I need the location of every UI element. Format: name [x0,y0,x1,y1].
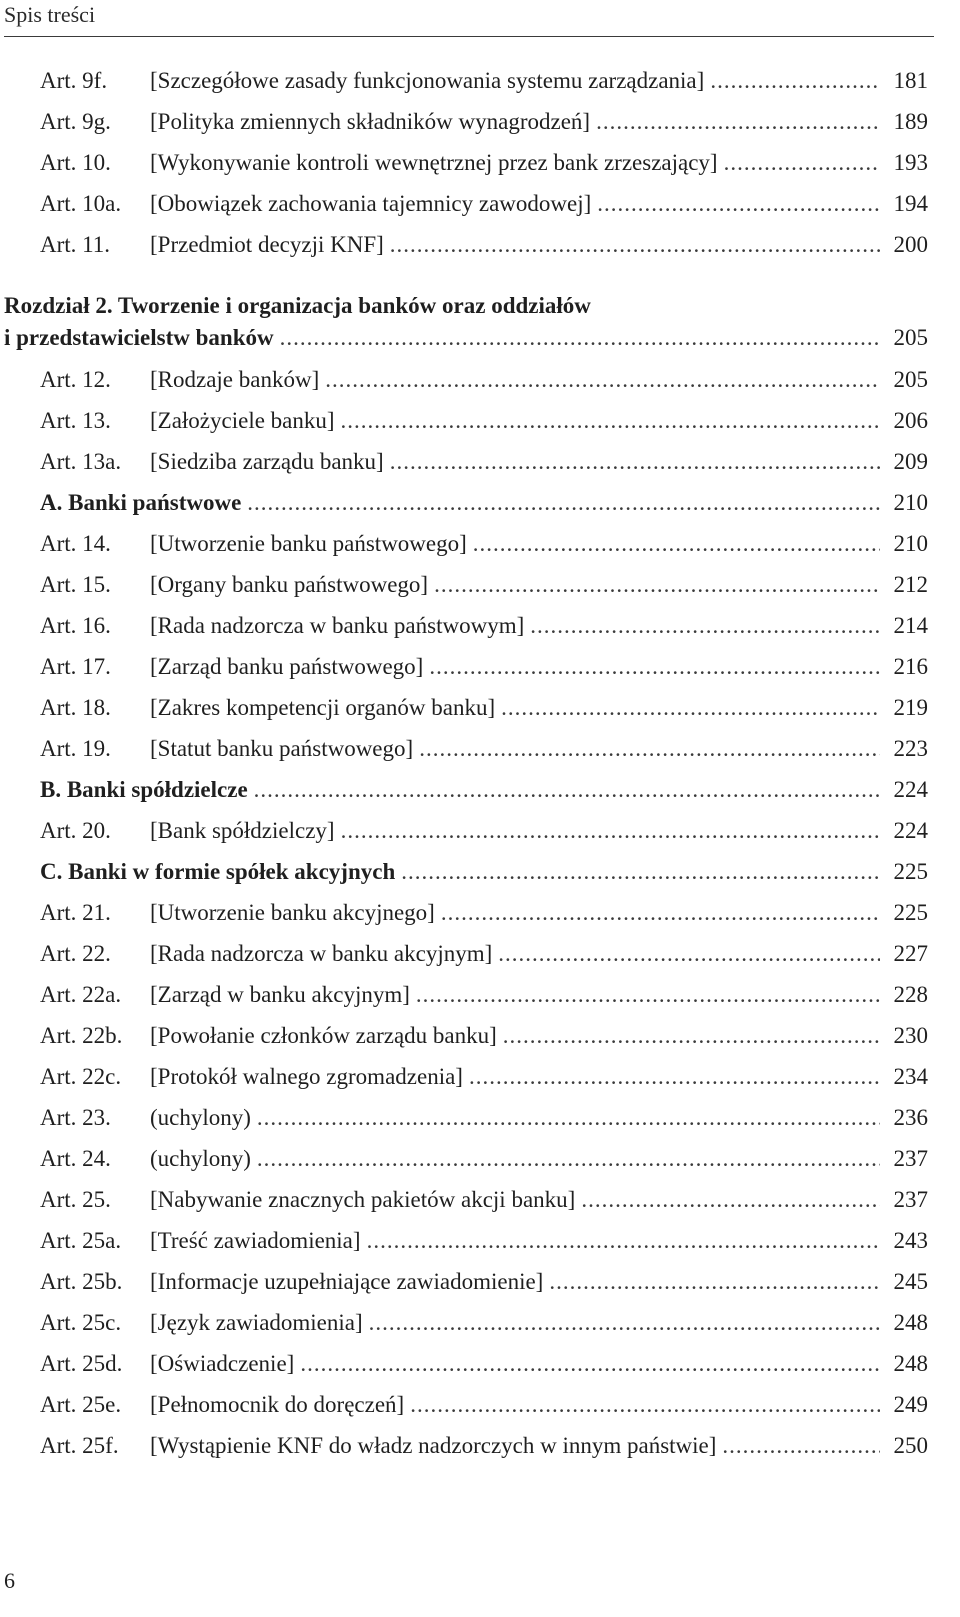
entry-page-number: 200 [893,232,928,257]
toc-entry[interactable] [0,687,940,728]
chapter-page-number: 205 [893,325,928,350]
toc-entry[interactable] [0,1138,940,1179]
article-number: Art. 25e. [40,1392,122,1417]
toc-entry[interactable] [0,1015,940,1056]
toc-entry[interactable] [0,1056,940,1097]
leader-dots [581,1179,880,1220]
entry-title-wrap [150,1384,880,1425]
entry-page-number: 189 [893,109,928,134]
entry-page-number: 225 [893,859,928,884]
entry-title: [Bank spółdzielczy] [150,818,335,843]
entry-page-number: 245 [893,1269,928,1294]
entry-title: [Treść zawiadomienia] [150,1228,361,1253]
entry-page-number: 223 [893,736,928,761]
entry-title-wrap [150,687,880,728]
toc-entries [0,359,940,1466]
toc-entry[interactable] [0,1425,940,1466]
article-number: Art. 11. [40,232,111,257]
toc-entry[interactable] [0,400,940,441]
entry-page-number: 205 [893,367,928,392]
entry-title-wrap [150,728,880,769]
entry-title-wrap [150,1261,880,1302]
article-number: Art. 10. [40,150,111,175]
entry-title: [Oświadczenie] [150,1351,295,1376]
leader-dots [257,1097,880,1138]
entry-page-number: 216 [893,654,928,679]
toc-entry[interactable] [0,646,940,687]
entry-title-wrap [150,359,880,400]
toc-entry[interactable] [0,974,940,1015]
entry-title-wrap [150,933,880,974]
entry-title: [Rodzaje banków] [150,367,320,392]
article-number: Art. 25. [40,1187,111,1212]
entry-title: (uchylony) [150,1105,251,1130]
toc-entry[interactable] [0,1097,940,1138]
entry-page-number: 248 [893,1351,928,1376]
entry-page-number: 206 [893,408,928,433]
entry-page-number: 209 [893,449,928,474]
entry-page-number: 237 [893,1146,928,1171]
entry-title-wrap [150,605,880,646]
entry-title-wrap [150,441,880,482]
entry-title: [Wystąpienie KNF do władz nadzorczych w innym państwie] [150,1433,717,1458]
entry-title-wrap [150,564,880,605]
entry-page-number: 194 [893,191,928,216]
leader-dots [596,101,880,142]
article-number: Art. 10a. [40,191,122,216]
toc-entry[interactable] [0,892,940,933]
running-header [4,0,934,37]
entry-page-number: 224 [893,818,928,843]
table-of-contents [0,60,940,1466]
entry-title: [Rada nadzorcza w banku państwowym] [150,613,525,638]
article-number: Art. 16. [40,613,111,638]
entry-page-number: 227 [893,941,928,966]
entry-page-number: 236 [893,1105,928,1130]
entry-title-wrap [150,60,880,101]
leader-dots [469,1056,880,1097]
toc-entry[interactable] [0,183,940,224]
leader-dots [498,933,880,974]
toc-entry[interactable] [0,1302,940,1343]
entry-title-wrap [150,892,880,933]
article-number: Art. 13. [40,408,111,433]
section-title: B. Banki spółdzielcze [40,777,248,802]
entry-title-wrap [150,523,880,564]
toc-entry[interactable] [0,224,940,265]
entry-title: [Szczegółowe zasady funkcjonowania systemu zarządzania] [150,68,705,93]
entry-title-wrap [150,142,880,183]
leader-dots [419,728,880,769]
entry-title: [Powołanie członków zarządu banku] [150,1023,497,1048]
article-number: Art. 19. [40,736,111,761]
toc-section-heading[interactable] [0,769,940,810]
entry-title-wrap [150,1138,880,1179]
article-number: Art. 15. [40,572,111,597]
entry-page-number: 214 [893,613,928,638]
entry-title: [Wykonywanie kontroli wewnętrznej przez bank zrzeszający] [150,150,718,175]
article-number: Art. 25c. [40,1310,122,1335]
entry-page-number: 237 [893,1187,928,1212]
leader-dots [473,523,880,564]
toc-entry[interactable] [0,60,940,101]
entry-title: [Zarząd w banku akcyjnym] [150,982,410,1007]
toc-entry[interactable] [0,441,940,482]
entry-page-number: 248 [893,1310,928,1335]
entry-title: [Informacje uzupełniające zawiadomienie] [150,1269,544,1294]
leader-dots [390,441,880,482]
entry-title: [Pełnomocnik do doręczeń] [150,1392,405,1417]
entry-title-wrap [150,1302,880,1343]
leader-dots [390,224,880,265]
entry-title-wrap [150,1097,880,1138]
leader-dots [280,323,880,353]
toc-entry[interactable] [0,523,940,564]
entry-title: [Utworzenie banku państwowego] [150,531,467,556]
entry-title: [Organy banku państwowego] [150,572,429,597]
entry-title: [Polityka zmiennych składników wynagrodzeń] [150,109,591,134]
leader-dots [410,1384,880,1425]
article-number: Art. 13a. [40,449,122,474]
article-number: Art. 14. [40,531,111,556]
toc-entry[interactable] [0,142,940,183]
entry-title-wrap [40,851,880,892]
leader-dots [710,60,880,101]
entry-title-wrap [150,974,880,1015]
entry-title-wrap [150,1179,880,1220]
toc-entry[interactable] [0,1220,940,1261]
article-number: Art. 9g. [40,109,111,134]
leader-dots [325,359,880,400]
chapter-heading[interactable] [0,285,940,359]
toc-entry[interactable] [0,728,940,769]
entry-title: [Siedziba zarządu banku] [150,449,384,474]
leader-dots [434,564,880,605]
entry-page-number: 210 [893,531,928,556]
toc-entry[interactable] [0,1179,940,1220]
entry-page-number: 230 [893,1023,928,1048]
leader-dots [369,1302,880,1343]
leader-dots [254,769,880,810]
toc-entry[interactable] [0,605,940,646]
article-number: Art. 25f. [40,1433,119,1458]
toc-entry[interactable] [0,1384,940,1425]
entry-title-wrap [40,482,880,523]
article-number: Art. 12. [40,367,111,392]
leader-dots [247,482,880,523]
entry-title-wrap [150,646,880,687]
section-title: C. Banki w formie spółek akcyjnych [40,859,396,884]
chapter-title-line2-wrap [4,323,880,353]
leader-dots [441,892,880,933]
leader-dots [724,142,880,183]
entry-title-wrap [150,183,880,224]
toc-section-heading[interactable] [0,482,940,523]
entry-title: [Założyciele banku] [150,408,335,433]
toc-entry[interactable] [0,564,940,605]
entry-page-number: 225 [893,900,928,925]
toc-entry[interactable] [0,933,940,974]
header-title: Spis treści [4,2,96,27]
chapter-title-line2: i przedstawicielstw banków [4,325,274,350]
entry-title-wrap [150,101,880,142]
entry-title-wrap [150,1343,880,1384]
leader-dots [416,974,880,1015]
entry-title-wrap [40,769,880,810]
article-number: Art. 23. [40,1105,111,1130]
toc-entry[interactable] [0,1261,940,1302]
entry-title-wrap [150,1425,880,1466]
entry-title: [Rada nadzorcza w banku akcyjnym] [150,941,493,966]
entry-page-number: 250 [893,1433,928,1458]
entry-title: [Statut banku państwowego] [150,736,414,761]
entry-title-wrap [150,1015,880,1056]
entry-title-wrap [150,1056,880,1097]
leader-dots [530,605,880,646]
leader-dots [300,1343,880,1384]
leader-dots [597,183,880,224]
entry-page-number: 243 [893,1228,928,1253]
toc-entry[interactable] [0,810,940,851]
toc-section-heading[interactable] [0,851,940,892]
toc-entry[interactable] [0,101,940,142]
leader-dots [549,1261,880,1302]
entry-page-number: 224 [893,777,928,802]
article-number: Art. 22c. [40,1064,122,1089]
section-title: A. Banki państwowe [40,490,242,515]
article-number: Art. 17. [40,654,111,679]
article-number: Art. 18. [40,695,111,720]
entry-title-wrap [150,810,880,851]
article-number: Art. 22a. [40,982,122,1007]
chapter-title-line1: Rozdział 2. Tworzenie i organizacja banków oraz oddziałów [4,293,591,318]
entry-page-number: 212 [893,572,928,597]
toc-entries-before [0,60,940,265]
leader-dots [257,1138,880,1179]
entry-page-number: 249 [893,1392,928,1417]
article-number: Art. 22b. [40,1023,123,1048]
article-number: Art. 22. [40,941,111,966]
entry-title: [Nabywanie znacznych pakietów akcji banku] [150,1187,576,1212]
entry-title-wrap [150,1220,880,1261]
article-number: Art. 25d. [40,1351,123,1376]
entry-page-number: 181 [893,68,928,93]
article-number: Art. 25a. [40,1228,122,1253]
leader-dots [503,1015,880,1056]
leader-dots [429,646,880,687]
entry-title: [Zarząd banku państwowego] [150,654,424,679]
entry-title: (uchylony) [150,1146,251,1171]
entry-page-number: 219 [893,695,928,720]
toc-entry[interactable] [0,1343,940,1384]
entry-page-number: 210 [893,490,928,515]
article-number: Art. 25b. [40,1269,123,1294]
entry-title: [Język zawiadomienia] [150,1310,363,1335]
leader-dots [722,1425,880,1466]
entry-title: [Obowiązek zachowania tajemnicy zawodowej] [150,191,592,216]
entry-title-wrap [150,224,880,265]
entry-page-number: 193 [893,150,928,175]
entry-title-wrap [150,400,880,441]
toc-entry[interactable] [0,359,940,400]
article-number: Art. 9f. [40,68,108,93]
article-number: Art. 21. [40,900,111,925]
leader-dots [341,810,880,851]
leader-dots [367,1220,880,1261]
entry-page-number: 228 [893,982,928,1007]
leader-dots [401,851,880,892]
leader-dots [341,400,880,441]
entry-title: [Utworzenie banku akcyjnego] [150,900,435,925]
entry-title: [Protokół walnego zgromadzenia] [150,1064,463,1089]
entry-title: [Zakres kompetencji organów banku] [150,695,496,720]
article-number: Art. 20. [40,818,111,843]
footer-page-number: 6 [4,1568,15,1593]
leader-dots [501,687,880,728]
entry-page-number: 234 [893,1064,928,1089]
article-number: Art. 24. [40,1146,111,1171]
entry-title: [Przedmiot decyzji KNF] [150,232,384,257]
